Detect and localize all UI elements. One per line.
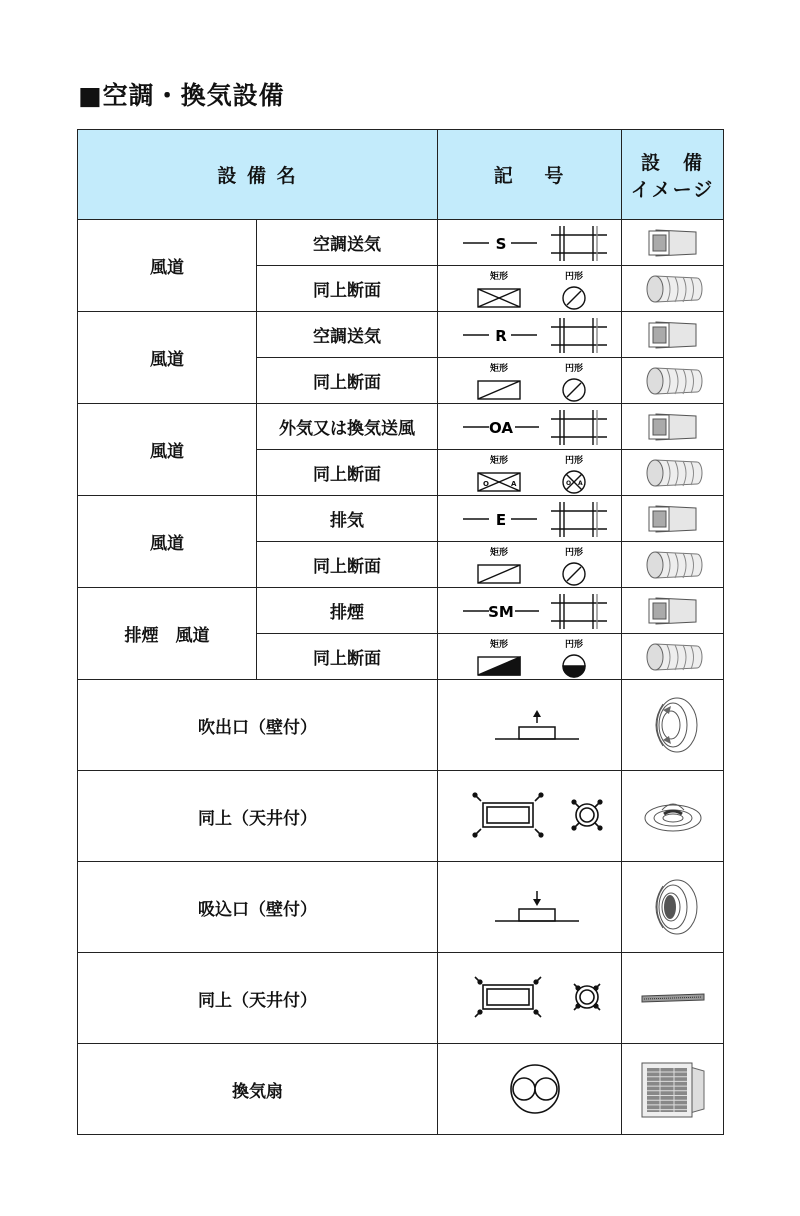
duct-group-name: 風道 (78, 496, 257, 588)
ventilation-fan-image (638, 1059, 708, 1119)
terminal-name: 吸込口（壁付） (78, 862, 438, 953)
duct-code: SM (487, 602, 514, 621)
circle-label: 円形 (564, 363, 583, 374)
svg-text:O: O (565, 479, 571, 487)
header-image: 設 備 イメージ (622, 130, 724, 220)
duct-type: 空調送気 (257, 220, 438, 266)
wall-in-symbol (445, 877, 615, 937)
wall-out-symbol (445, 695, 615, 755)
duct-type: 空調送気 (257, 312, 438, 358)
svg-text:O: O (482, 479, 489, 488)
circle-label: 円形 (564, 639, 583, 650)
circle-label: 円形 (564, 455, 583, 466)
rect-label: 矩形 (489, 363, 508, 374)
square-duct-image (646, 228, 700, 258)
duct-type: 排気 (257, 496, 438, 542)
duct-line-symbol (445, 499, 615, 539)
circle-label: 円形 (564, 547, 583, 558)
slot-grille-image (638, 991, 708, 1005)
wall-grille-image (643, 876, 703, 938)
rect-label: 矩形 (489, 639, 508, 650)
header-symbol: 記 号 (438, 130, 622, 220)
duct-section-label: 同上断面 (257, 266, 438, 312)
terminal-row (78, 953, 724, 1044)
square-duct-image (646, 596, 700, 626)
duct-group-name: 排煙 風道 (78, 588, 257, 680)
duct-line-symbol (445, 223, 615, 263)
rect-label: 矩形 (489, 455, 508, 466)
header-row (78, 130, 724, 220)
duct-row (78, 496, 724, 542)
duct-section-label: 同上断面 (257, 358, 438, 404)
duct-type: 排煙 (257, 588, 438, 634)
square-duct-image (646, 412, 700, 442)
round-duct-image (643, 365, 703, 397)
duct-section-symbol (445, 267, 615, 311)
fan-symbol (445, 1059, 615, 1119)
round-duct-image (643, 457, 703, 489)
duct-group-name: 風道 (78, 220, 257, 312)
duct-row (78, 588, 724, 634)
duct-line-symbol (445, 315, 615, 355)
duct-section-label: 同上断面 (257, 542, 438, 588)
terminal-name: 同上（天井付） (78, 771, 438, 862)
duct-section-symbol (445, 635, 615, 679)
duct-section-label: 同上断面 (257, 634, 438, 680)
terminal-name: 同上（天井付） (78, 953, 438, 1044)
duct-code: OA (488, 418, 513, 437)
svg-text:A: A (510, 479, 516, 488)
svg-text:A: A (577, 479, 583, 487)
ceiling-diffuser-image (642, 796, 704, 836)
square-duct-image (646, 504, 700, 534)
duct-group-name: 風道 (78, 404, 257, 496)
terminal-name: 換気扇 (78, 1044, 438, 1135)
terminal-row (78, 862, 724, 953)
duct-code: R (494, 326, 507, 345)
terminal-row (78, 1044, 724, 1135)
duct-line-symbol (445, 407, 615, 447)
duct-code: S (495, 234, 506, 253)
equipment-table (77, 129, 724, 1135)
duct-row (78, 312, 724, 358)
wall-grille-image (643, 694, 703, 756)
duct-type: 外気又は換気送風 (257, 404, 438, 450)
square-duct-image (646, 320, 700, 350)
duct-code: E (495, 510, 506, 529)
terminal-name: 吹出口（壁付） (78, 680, 438, 771)
round-duct-image (643, 549, 703, 581)
ceil-in-symbol (445, 968, 615, 1028)
terminal-row (78, 771, 724, 862)
page-title: ■空調・換気設備 (78, 81, 285, 110)
duct-row (78, 220, 724, 266)
rect-label: 矩形 (489, 271, 508, 282)
duct-section-label: 同上断面 (257, 450, 438, 496)
terminal-row (78, 680, 724, 771)
circle-label: 円形 (564, 271, 583, 282)
duct-line-symbol (445, 591, 615, 631)
duct-group-name: 風道 (78, 312, 257, 404)
round-duct-image (643, 273, 703, 305)
duct-section-symbol (445, 543, 615, 587)
header-name: 設 備 名 (78, 130, 438, 220)
round-duct-image (643, 641, 703, 673)
duct-section-symbol (445, 359, 615, 403)
duct-section-symbol (445, 451, 615, 495)
rect-label: 矩形 (489, 547, 508, 558)
duct-row (78, 404, 724, 450)
ceil-out-symbol (445, 786, 615, 846)
